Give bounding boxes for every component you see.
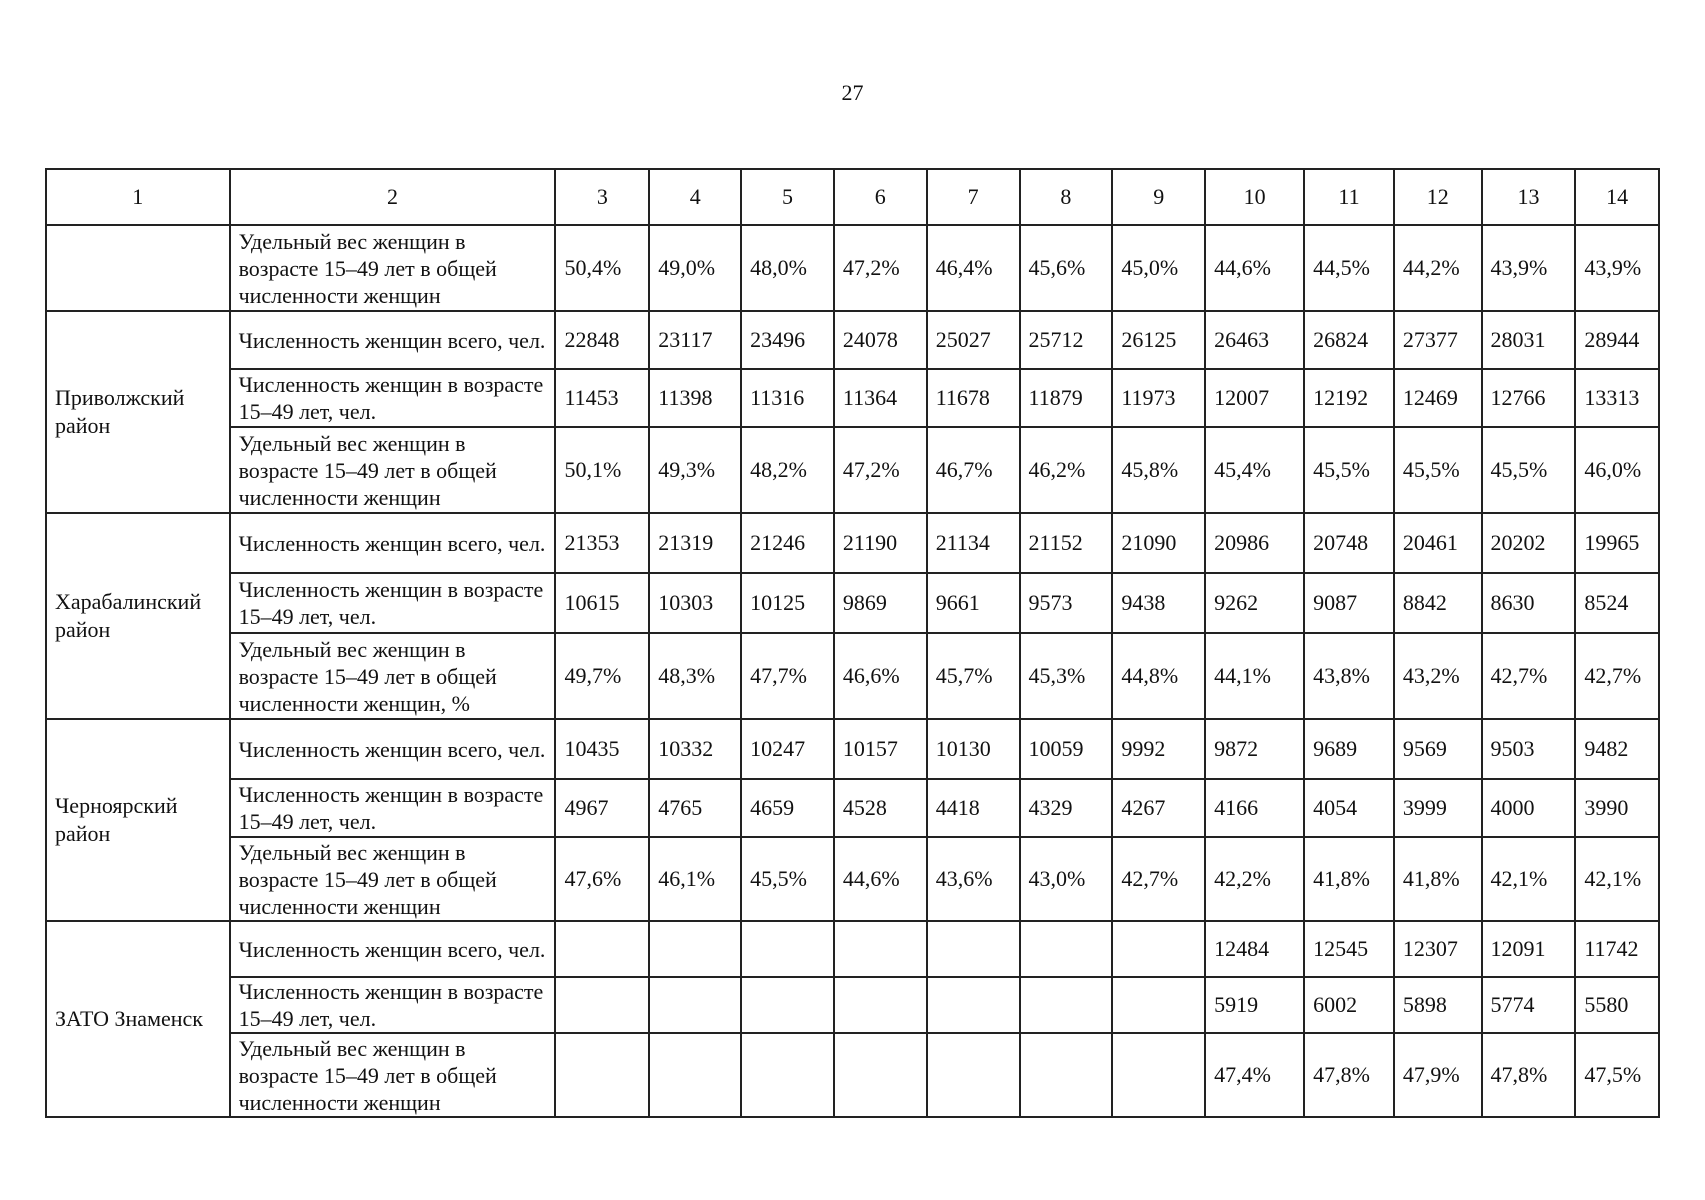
value-cell: 45,5% [1394,427,1482,513]
value-cell: 12007 [1205,369,1304,427]
value-cell: 9661 [927,573,1020,633]
value-cell: 20986 [1205,513,1304,573]
indicator-cell: Численность женщин всего, чел. [230,513,556,573]
value-cell: 21090 [1112,513,1205,573]
value-cell: 10247 [741,719,834,779]
value-cell: 44,5% [1304,225,1394,311]
value-cell: 8630 [1482,573,1576,633]
value-cell: 20202 [1482,513,1576,573]
value-cell: 42,7% [1575,633,1659,719]
column-header: 3 [555,169,649,225]
value-cell: 10125 [741,573,834,633]
value-cell: 46,0% [1575,427,1659,513]
value-cell: 48,2% [741,427,834,513]
value-cell: 21353 [555,513,649,573]
value-cell: 42,1% [1482,837,1576,921]
value-cell: 27377 [1394,311,1482,369]
value-cell: 9573 [1020,573,1113,633]
value-cell: 12766 [1482,369,1576,427]
value-cell: 43,8% [1304,633,1394,719]
column-header: 8 [1020,169,1113,225]
value-cell: 47,8% [1482,1033,1576,1117]
indicator-cell: Удельный вес женщин в возрасте 15–49 лет в общей численности женщин [230,225,556,311]
value-cell: 26463 [1205,311,1304,369]
value-cell: 5774 [1482,977,1576,1033]
value-cell: 4765 [649,779,741,837]
value-cell: 9569 [1394,719,1482,779]
column-header: 14 [1575,169,1659,225]
indicator-cell: Удельный вес женщин в возрасте 15–49 лет в общей численности женщин [230,837,556,921]
district-cell: ЗАТО Знаменск [46,921,230,1117]
value-cell: 10157 [834,719,927,779]
table-row [46,921,1659,977]
table-row [46,779,1659,837]
column-header: 12 [1394,169,1482,225]
value-cell: 9482 [1575,719,1659,779]
column-header: 10 [1205,169,1304,225]
value-cell: 21319 [649,513,741,573]
value-cell: 43,0% [1020,837,1113,921]
value-cell: 9869 [834,573,927,633]
column-header: 5 [741,169,834,225]
indicator-cell: Численность женщин в возрасте 15–49 лет, чел. [230,779,556,837]
value-cell: 9503 [1482,719,1576,779]
value-cell: 48,3% [649,633,741,719]
value-cell: 47,7% [741,633,834,719]
value-cell: 12091 [1482,921,1576,977]
district-cell: Черноярский район [46,719,230,921]
value-cell: 43,2% [1394,633,1482,719]
indicator-cell: Численность женщин в возрасте 15–49 лет, чел. [230,573,556,633]
value-cell: 46,2% [1020,427,1113,513]
value-cell: 25712 [1020,311,1113,369]
value-cell: 10332 [649,719,741,779]
value-cell: 9992 [1112,719,1205,779]
indicator-cell: Численность женщин всего, чел. [230,719,556,779]
column-header: 9 [1112,169,1205,225]
value-cell: 23496 [741,311,834,369]
value-cell: 49,3% [649,427,741,513]
value-cell: 45,8% [1112,427,1205,513]
value-cell: 9872 [1205,719,1304,779]
value-cell: 50,1% [555,427,649,513]
table-row [46,513,1659,573]
value-cell: 11973 [1112,369,1205,427]
table-row [46,573,1659,633]
value-cell [1112,921,1205,977]
value-cell: 9689 [1304,719,1394,779]
table-body [46,169,1659,1117]
value-cell [555,921,649,977]
value-cell: 47,8% [1304,1033,1394,1117]
value-cell: 48,0% [741,225,834,311]
value-cell: 44,6% [834,837,927,921]
value-cell: 45,6% [1020,225,1113,311]
indicator-cell: Численность женщин в возрасте 15–49 лет, чел. [230,977,556,1033]
value-cell [741,977,834,1033]
value-cell [555,977,649,1033]
value-cell: 47,2% [834,427,927,513]
value-cell: 45,5% [1304,427,1394,513]
value-cell: 45,5% [741,837,834,921]
value-cell [1020,1033,1113,1117]
value-cell [741,921,834,977]
value-cell: 10130 [927,719,1020,779]
value-cell: 5580 [1575,977,1659,1033]
value-cell: 21190 [834,513,927,573]
value-cell: 42,2% [1205,837,1304,921]
value-cell [1020,921,1113,977]
value-cell: 21152 [1020,513,1113,573]
district-cell [46,225,230,311]
value-cell: 9438 [1112,573,1205,633]
value-cell [927,977,1020,1033]
value-cell: 12484 [1205,921,1304,977]
value-cell: 24078 [834,311,927,369]
value-cell: 28944 [1575,311,1659,369]
table-row [46,311,1659,369]
column-header: 4 [649,169,741,225]
value-cell: 3999 [1394,779,1482,837]
table-row [46,1033,1659,1117]
value-cell: 26824 [1304,311,1394,369]
table-row [46,977,1659,1033]
value-cell: 43,9% [1482,225,1576,311]
table-row [46,427,1659,513]
value-cell: 6002 [1304,977,1394,1033]
page-number: 27 [841,80,864,105]
value-cell: 12545 [1304,921,1394,977]
value-cell: 19965 [1575,513,1659,573]
value-cell: 4054 [1304,779,1394,837]
value-cell: 4528 [834,779,927,837]
value-cell: 44,1% [1205,633,1304,719]
value-cell: 12192 [1304,369,1394,427]
value-cell: 42,7% [1112,837,1205,921]
value-cell: 47,6% [555,837,649,921]
value-cell: 4166 [1205,779,1304,837]
value-cell: 9087 [1304,573,1394,633]
value-cell: 20748 [1304,513,1394,573]
value-cell: 50,4% [555,225,649,311]
table-row [46,225,1659,311]
value-cell: 42,7% [1482,633,1576,719]
value-cell: 12307 [1394,921,1482,977]
table-row [46,719,1659,779]
value-cell: 12469 [1394,369,1482,427]
value-cell: 11879 [1020,369,1113,427]
value-cell: 4967 [555,779,649,837]
value-cell: 21246 [741,513,834,573]
value-cell: 5898 [1394,977,1482,1033]
value-cell [1112,977,1205,1033]
value-cell: 45,5% [1482,427,1576,513]
column-header: 7 [927,169,1020,225]
value-cell: 20461 [1394,513,1482,573]
value-cell: 11742 [1575,921,1659,977]
value-cell: 4000 [1482,779,1576,837]
value-cell: 21134 [927,513,1020,573]
indicator-cell: Удельный вес женщин в возрасте 15–49 лет в общей численности женщин [230,1033,556,1117]
value-cell: 10615 [555,573,649,633]
value-cell: 44,6% [1205,225,1304,311]
value-cell: 13313 [1575,369,1659,427]
district-cell: Приволжский район [46,311,230,513]
value-cell: 45,0% [1112,225,1205,311]
value-cell: 43,6% [927,837,1020,921]
value-cell: 26125 [1112,311,1205,369]
value-cell: 43,9% [1575,225,1659,311]
indicator-cell: Удельный вес женщин в возрасте 15–49 лет в общей численности женщин [230,427,556,513]
value-cell: 25027 [927,311,1020,369]
value-cell: 49,0% [649,225,741,311]
value-cell: 11316 [741,369,834,427]
value-cell: 41,8% [1304,837,1394,921]
value-cell: 44,8% [1112,633,1205,719]
value-cell [1020,977,1113,1033]
value-cell: 10435 [555,719,649,779]
value-cell: 41,8% [1394,837,1482,921]
value-cell: 4418 [927,779,1020,837]
value-cell: 5919 [1205,977,1304,1033]
value-cell: 47,9% [1394,1033,1482,1117]
table-row [46,837,1659,921]
column-header: 13 [1482,169,1576,225]
column-header: 1 [46,169,230,225]
district-cell: Харабалинский район [46,513,230,719]
value-cell [834,1033,927,1117]
value-cell [649,921,741,977]
value-cell [1112,1033,1205,1117]
value-cell: 47,2% [834,225,927,311]
value-cell: 8842 [1394,573,1482,633]
value-cell: 49,7% [555,633,649,719]
indicator-cell: Численность женщин всего, чел. [230,311,556,369]
header-row [46,169,1659,225]
indicator-cell: Численность женщин всего, чел. [230,921,556,977]
value-cell: 23117 [649,311,741,369]
value-cell: 44,2% [1394,225,1482,311]
value-cell [834,977,927,1033]
value-cell: 11678 [927,369,1020,427]
table-row [46,369,1659,427]
value-cell: 46,1% [649,837,741,921]
column-header: 11 [1304,169,1394,225]
value-cell: 10303 [649,573,741,633]
value-cell: 9262 [1205,573,1304,633]
value-cell: 46,7% [927,427,1020,513]
value-cell: 3990 [1575,779,1659,837]
table-row [46,633,1659,719]
indicator-cell: Удельный вес женщин в возрасте 15–49 лет в общей численности женщин, % [230,633,556,719]
value-cell: 42,1% [1575,837,1659,921]
value-cell: 47,4% [1205,1033,1304,1117]
value-cell: 10059 [1020,719,1113,779]
value-cell [741,1033,834,1117]
indicator-cell: Численность женщин в возрасте 15–49 лет, чел. [230,369,556,427]
value-cell [555,1033,649,1117]
value-cell [927,1033,1020,1117]
value-cell: 47,5% [1575,1033,1659,1117]
value-cell: 46,4% [927,225,1020,311]
value-cell: 4267 [1112,779,1205,837]
column-header: 6 [834,169,927,225]
value-cell: 11398 [649,369,741,427]
value-cell: 8524 [1575,573,1659,633]
value-cell: 11364 [834,369,927,427]
value-cell: 28031 [1482,311,1576,369]
value-cell: 45,3% [1020,633,1113,719]
value-cell: 11453 [555,369,649,427]
value-cell: 4329 [1020,779,1113,837]
value-cell [927,921,1020,977]
column-header: 2 [230,169,556,225]
women-statistics-table [45,168,1660,1118]
value-cell: 22848 [555,311,649,369]
value-cell: 45,4% [1205,427,1304,513]
value-cell [834,921,927,977]
value-cell: 46,6% [834,633,927,719]
value-cell: 45,7% [927,633,1020,719]
value-cell [649,977,741,1033]
value-cell [649,1033,741,1117]
value-cell: 4659 [741,779,834,837]
